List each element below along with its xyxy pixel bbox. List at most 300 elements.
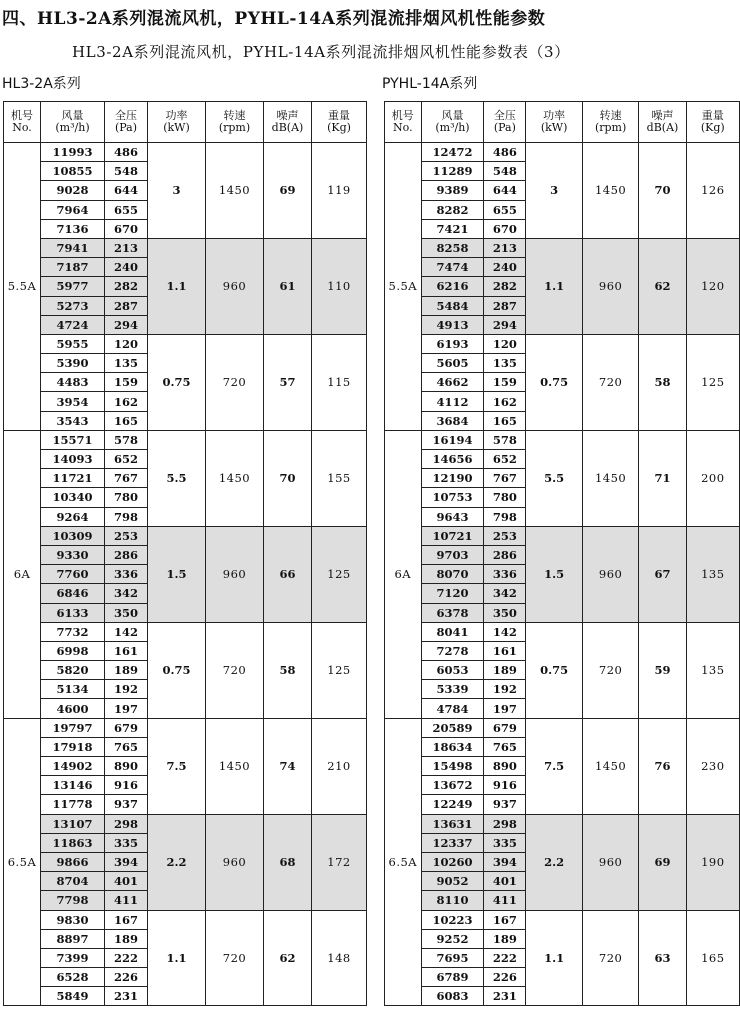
speed-cell: 1450 (582, 430, 639, 526)
pressure-cell: 298 (484, 814, 526, 833)
airflow-cell: 9028 (41, 181, 105, 200)
page-title: 四、HL3-2A系列混流风机，PYHL-14A系列混流排烟风机性能参数 (2, 9, 546, 29)
pressure-cell: 767 (484, 469, 526, 488)
airflow-cell: 7760 (41, 565, 105, 584)
power-cell: 5.5 (526, 430, 582, 526)
pressure-cell: 335 (105, 833, 148, 852)
column-header (385, 102, 422, 143)
airflow-cell: 6216 (421, 277, 484, 296)
spec-table-pyhl-14a (384, 101, 740, 1006)
power-cell: 5.5 (148, 430, 206, 526)
pressure-cell: 189 (484, 661, 526, 680)
header-row (4, 102, 367, 143)
column-header-label: 全压 (115, 109, 137, 122)
airflow-cell: 8897 (41, 929, 105, 948)
pressure-cell: 142 (484, 622, 526, 641)
pressure-cell: 394 (105, 852, 148, 871)
airflow-cell: 19797 (41, 718, 105, 737)
pressure-cell: 222 (484, 948, 526, 967)
pressure-cell: 192 (484, 680, 526, 699)
weight-cell: 126 (686, 143, 739, 239)
airflow-cell: 13672 (421, 776, 484, 795)
power-cell: 7.5 (526, 718, 582, 814)
speed-cell: 720 (206, 622, 264, 718)
airflow-cell: 7421 (421, 219, 484, 238)
airflow-cell: 12472 (421, 143, 484, 162)
speed-cell: 960 (582, 238, 639, 334)
noise-cell: 76 (639, 718, 686, 814)
column-header (148, 102, 206, 143)
table-row (4, 718, 367, 737)
airflow-cell: 10855 (41, 162, 105, 181)
pressure-cell: 189 (484, 929, 526, 948)
pressure-cell: 401 (484, 872, 526, 891)
pressure-cell: 286 (484, 545, 526, 564)
table-row (385, 718, 740, 737)
weight-cell: 165 (686, 910, 739, 1006)
spec-table-hl3-2a (3, 101, 367, 1006)
column-header-label: 转速 (223, 109, 246, 122)
pressure-cell: 159 (484, 373, 526, 392)
pressure-cell: 240 (105, 258, 148, 277)
airflow-cell: 8258 (421, 238, 484, 257)
airflow-cell: 9389 (421, 181, 484, 200)
speed-cell: 1450 (582, 143, 639, 239)
pressure-cell: 798 (105, 507, 148, 526)
airflow-cell: 4112 (421, 392, 484, 411)
pressure-cell: 916 (484, 776, 526, 795)
airflow-cell: 13146 (41, 776, 105, 795)
column-header-label: 全压 (493, 109, 516, 122)
pressure-cell: 548 (484, 162, 526, 181)
airflow-cell: 3543 (41, 411, 105, 430)
noise-cell: 66 (264, 526, 312, 622)
airflow-cell: 14902 (41, 757, 105, 776)
speed-cell: 720 (206, 334, 264, 430)
airflow-cell: 5134 (41, 680, 105, 699)
power-cell: 0.75 (148, 334, 206, 430)
column-header (421, 102, 484, 143)
airflow-cell: 8282 (421, 200, 484, 219)
power-cell: 0.75 (148, 622, 206, 718)
table-row (385, 334, 740, 353)
pressure-cell: 135 (484, 354, 526, 373)
airflow-cell: 7798 (41, 891, 105, 910)
pressure-cell: 294 (105, 315, 148, 334)
airflow-cell: 6378 (421, 603, 484, 622)
airflow-cell: 7964 (41, 200, 105, 219)
power-cell: 1.1 (148, 238, 206, 334)
pressure-cell: 486 (484, 143, 526, 162)
pressure-cell: 226 (484, 968, 526, 987)
column-header-label: 噪声 (651, 109, 674, 122)
power-cell: 3 (148, 143, 206, 239)
column-header-unit: (m³/h) (435, 121, 470, 134)
power-cell: 1.1 (148, 910, 206, 1006)
airflow-cell: 5820 (41, 661, 105, 680)
airflow-cell: 7187 (41, 258, 105, 277)
airflow-cell: 8110 (421, 891, 484, 910)
column-header-unit: (kW) (163, 121, 190, 134)
pressure-cell: 644 (484, 181, 526, 200)
column-header-unit: (Pa) (114, 121, 138, 134)
airflow-cell: 3684 (421, 411, 484, 430)
pressure-cell: 486 (105, 143, 148, 162)
airflow-cell: 9643 (421, 507, 484, 526)
weight-cell: 125 (312, 526, 367, 622)
weight-cell: 190 (686, 814, 739, 910)
airflow-cell: 6193 (421, 334, 484, 353)
airflow-cell: 4724 (41, 315, 105, 334)
weight-cell: 119 (312, 143, 367, 239)
pressure-cell: 294 (484, 315, 526, 334)
column-header-unit: (rpm) (594, 121, 627, 134)
speed-cell: 1450 (206, 143, 264, 239)
column-header-unit: dB(A) (271, 121, 304, 134)
series-label-pyhl-14a: PYHL-14A系列 (382, 76, 478, 92)
noise-cell: 62 (639, 238, 686, 334)
pressure-cell: 890 (484, 757, 526, 776)
noise-cell: 58 (264, 622, 312, 718)
pressure-cell: 142 (105, 622, 148, 641)
airflow-cell: 5390 (41, 354, 105, 373)
noise-cell: 62 (264, 910, 312, 1006)
pressure-cell: 342 (484, 584, 526, 603)
pressure-cell: 765 (484, 737, 526, 756)
weight-cell: 155 (312, 430, 367, 526)
pressure-cell: 197 (484, 699, 526, 718)
table-row (385, 910, 740, 929)
speed-cell: 960 (206, 526, 264, 622)
airflow-cell: 15571 (41, 430, 105, 449)
airflow-cell: 10340 (41, 488, 105, 507)
pressure-cell: 120 (484, 334, 526, 353)
airflow-cell: 4913 (421, 315, 484, 334)
pressure-cell: 213 (105, 238, 148, 257)
column-header-unit: (rpm) (218, 121, 251, 134)
table-row (4, 814, 367, 833)
table-row (4, 143, 367, 162)
airflow-cell: 7695 (421, 948, 484, 967)
pressure-cell: 161 (484, 641, 526, 660)
model-number-cell: 5.5A (385, 143, 422, 431)
table-row (4, 526, 367, 545)
airflow-cell: 5977 (41, 277, 105, 296)
speed-cell: 720 (206, 910, 264, 1006)
pressure-cell: 282 (105, 277, 148, 296)
series-label-hl3-2a: HL3-2A系列 (2, 76, 81, 92)
noise-cell: 67 (639, 526, 686, 622)
airflow-cell: 4784 (421, 699, 484, 718)
pressure-cell: 644 (105, 181, 148, 200)
airflow-cell: 6998 (41, 641, 105, 660)
airflow-cell: 8070 (421, 565, 484, 584)
airflow-cell: 11778 (41, 795, 105, 814)
airflow-cell: 20589 (421, 718, 484, 737)
noise-cell: 69 (639, 814, 686, 910)
pressure-cell: 167 (105, 910, 148, 929)
pressure-cell: 336 (105, 565, 148, 584)
pressure-cell: 189 (105, 929, 148, 948)
pressure-cell: 780 (484, 488, 526, 507)
table-row (4, 238, 367, 257)
airflow-cell: 11863 (41, 833, 105, 852)
column-header-label: 转速 (599, 109, 622, 122)
table-row (385, 143, 740, 162)
pressure-cell: 161 (105, 641, 148, 660)
pressure-cell: 548 (105, 162, 148, 181)
airflow-cell: 3954 (41, 392, 105, 411)
power-cell: 1.5 (148, 526, 206, 622)
model-number-cell: 6.5A (385, 718, 422, 1006)
noise-cell: 68 (264, 814, 312, 910)
column-header-unit: (Kg) (327, 121, 351, 134)
speed-cell: 1450 (206, 718, 264, 814)
model-number-cell: 6A (4, 430, 41, 718)
column-header-label: 重量 (701, 109, 724, 122)
pressure-cell: 222 (105, 948, 148, 967)
airflow-cell: 10260 (421, 852, 484, 871)
pressure-cell: 253 (105, 526, 148, 545)
airflow-cell: 6133 (41, 603, 105, 622)
airflow-cell: 7474 (421, 258, 484, 277)
pressure-cell: 335 (484, 833, 526, 852)
noise-cell: 70 (639, 143, 686, 239)
airflow-cell: 5339 (421, 680, 484, 699)
weight-cell: 172 (312, 814, 367, 910)
table-row (385, 238, 740, 257)
airflow-cell: 9264 (41, 507, 105, 526)
column-header (4, 102, 41, 143)
column-header (264, 102, 312, 143)
weight-cell: 135 (686, 622, 739, 718)
weight-cell: 110 (312, 238, 367, 334)
pressure-cell: 937 (484, 795, 526, 814)
table-row (385, 814, 740, 833)
pressure-cell: 282 (484, 277, 526, 296)
noise-cell: 57 (264, 334, 312, 430)
pressure-cell: 350 (105, 603, 148, 622)
pressure-cell: 670 (105, 219, 148, 238)
airflow-cell: 18634 (421, 737, 484, 756)
airflow-cell: 5605 (421, 354, 484, 373)
column-header (582, 102, 639, 143)
speed-cell: 1450 (582, 718, 639, 814)
table-row (385, 430, 740, 449)
column-header-label: 风量 (441, 109, 464, 122)
pressure-cell: 192 (105, 680, 148, 699)
speed-cell: 960 (206, 238, 264, 334)
airflow-cell: 16194 (421, 430, 484, 449)
airflow-cell: 6789 (421, 968, 484, 987)
pressure-cell: 652 (484, 450, 526, 469)
pressure-cell: 670 (484, 219, 526, 238)
power-cell: 1.1 (526, 910, 582, 1006)
airflow-cell: 17918 (41, 737, 105, 756)
airflow-cell: 12249 (421, 795, 484, 814)
column-header (484, 102, 526, 143)
airflow-cell: 5849 (41, 987, 105, 1006)
airflow-cell: 6528 (41, 968, 105, 987)
table-row (385, 622, 740, 641)
pressure-cell: 189 (105, 661, 148, 680)
weight-cell: 148 (312, 910, 367, 1006)
column-header (312, 102, 367, 143)
model-number-cell: 6.5A (4, 718, 41, 1006)
pressure-cell: 213 (484, 238, 526, 257)
airflow-cell: 11993 (41, 143, 105, 162)
pressure-cell: 165 (105, 411, 148, 430)
pressure-cell: 167 (484, 910, 526, 929)
airflow-cell: 9866 (41, 852, 105, 871)
pressure-cell: 765 (105, 737, 148, 756)
airflow-cell: 9703 (421, 545, 484, 564)
airflow-cell: 4600 (41, 699, 105, 718)
airflow-cell: 5955 (41, 334, 105, 353)
column-header-unit: (m³/h) (55, 121, 90, 134)
pressure-cell: 578 (105, 430, 148, 449)
pressure-cell: 411 (484, 891, 526, 910)
column-header (41, 102, 105, 143)
column-header-unit: No. (393, 121, 413, 134)
pressure-cell: 162 (105, 392, 148, 411)
pressure-cell: 411 (105, 891, 148, 910)
pressure-cell: 287 (105, 296, 148, 315)
airflow-cell: 7136 (41, 219, 105, 238)
airflow-cell: 13107 (41, 814, 105, 833)
noise-cell: 74 (264, 718, 312, 814)
pressure-cell: 197 (105, 699, 148, 718)
column-header-label: 功率 (543, 109, 566, 122)
airflow-cell: 8041 (421, 622, 484, 641)
table-row (4, 622, 367, 641)
weight-cell: 135 (686, 526, 739, 622)
column-header-unit: No. (12, 121, 32, 134)
noise-cell: 69 (264, 143, 312, 239)
noise-cell: 58 (639, 334, 686, 430)
airflow-cell: 10223 (421, 910, 484, 929)
power-cell: 3 (526, 143, 582, 239)
noise-cell: 61 (264, 238, 312, 334)
airflow-cell: 6053 (421, 661, 484, 680)
airflow-cell: 7120 (421, 584, 484, 603)
column-header-unit: (Kg) (700, 121, 725, 134)
pressure-cell: 655 (105, 200, 148, 219)
model-number-cell: 6A (385, 430, 422, 718)
noise-cell: 71 (639, 430, 686, 526)
pressure-cell: 916 (105, 776, 148, 795)
airflow-cell: 5484 (421, 296, 484, 315)
weight-cell: 125 (686, 334, 739, 430)
airflow-cell: 10309 (41, 526, 105, 545)
pressure-cell: 165 (484, 411, 526, 430)
airflow-cell: 11721 (41, 469, 105, 488)
airflow-cell: 6846 (41, 584, 105, 603)
pressure-cell: 937 (105, 795, 148, 814)
airflow-cell: 8704 (41, 872, 105, 891)
airflow-cell: 9252 (421, 929, 484, 948)
pressure-cell: 286 (105, 545, 148, 564)
pressure-cell: 890 (105, 757, 148, 776)
column-header-unit: (Pa) (493, 121, 516, 134)
column-header-label: 机号 (391, 109, 414, 122)
airflow-cell: 5273 (41, 296, 105, 315)
power-cell: 1.1 (526, 238, 582, 334)
pressure-cell: 350 (484, 603, 526, 622)
airflow-cell: 9330 (41, 545, 105, 564)
pressure-cell: 253 (484, 526, 526, 545)
pressure-cell: 578 (484, 430, 526, 449)
airflow-cell: 4662 (421, 373, 484, 392)
weight-cell: 210 (312, 718, 367, 814)
power-cell: 7.5 (148, 718, 206, 814)
airflow-cell: 7399 (41, 948, 105, 967)
pressure-cell: 287 (484, 296, 526, 315)
airflow-cell: 11289 (421, 162, 484, 181)
speed-cell: 960 (582, 526, 639, 622)
pressure-cell: 401 (105, 872, 148, 891)
table-row (4, 430, 367, 449)
airflow-cell: 6083 (421, 987, 484, 1006)
airflow-cell: 13631 (421, 814, 484, 833)
pressure-cell: 120 (105, 334, 148, 353)
column-header (526, 102, 582, 143)
header-row (385, 102, 740, 143)
noise-cell: 70 (264, 430, 312, 526)
table-row (385, 526, 740, 545)
airflow-cell: 15498 (421, 757, 484, 776)
airflow-cell: 10721 (421, 526, 484, 545)
pressure-cell: 655 (484, 200, 526, 219)
pressure-cell: 298 (105, 814, 148, 833)
weight-cell: 125 (312, 622, 367, 718)
power-cell: 1.5 (526, 526, 582, 622)
speed-cell: 720 (582, 334, 639, 430)
airflow-cell: 12190 (421, 469, 484, 488)
column-header-label: 风量 (61, 109, 84, 122)
airflow-cell: 7278 (421, 641, 484, 660)
pressure-cell: 162 (484, 392, 526, 411)
power-cell: 2.2 (148, 814, 206, 910)
model-number-cell: 5.5A (4, 143, 41, 431)
speed-cell: 720 (582, 622, 639, 718)
column-header-unit: dB(A) (646, 121, 679, 134)
weight-cell: 120 (686, 238, 739, 334)
weight-cell: 200 (686, 430, 739, 526)
pressure-cell: 231 (105, 987, 148, 1006)
speed-cell: 960 (582, 814, 639, 910)
column-header-label: 重量 (328, 109, 350, 122)
weight-cell: 115 (312, 334, 367, 430)
pressure-cell: 780 (105, 488, 148, 507)
pressure-cell: 767 (105, 469, 148, 488)
pressure-cell: 679 (105, 718, 148, 737)
speed-cell: 720 (582, 910, 639, 1006)
column-header-label: 功率 (165, 109, 188, 122)
pressure-cell: 135 (105, 354, 148, 373)
pressure-cell: 336 (484, 565, 526, 584)
weight-cell: 230 (686, 718, 739, 814)
airflow-cell: 9052 (421, 872, 484, 891)
column-header-label: 机号 (11, 109, 33, 122)
airflow-cell: 10753 (421, 488, 484, 507)
pressure-cell: 342 (105, 584, 148, 603)
airflow-cell: 7732 (41, 622, 105, 641)
airflow-cell: 4483 (41, 373, 105, 392)
pressure-cell: 159 (105, 373, 148, 392)
noise-cell: 63 (639, 910, 686, 1006)
power-cell: 0.75 (526, 622, 582, 718)
